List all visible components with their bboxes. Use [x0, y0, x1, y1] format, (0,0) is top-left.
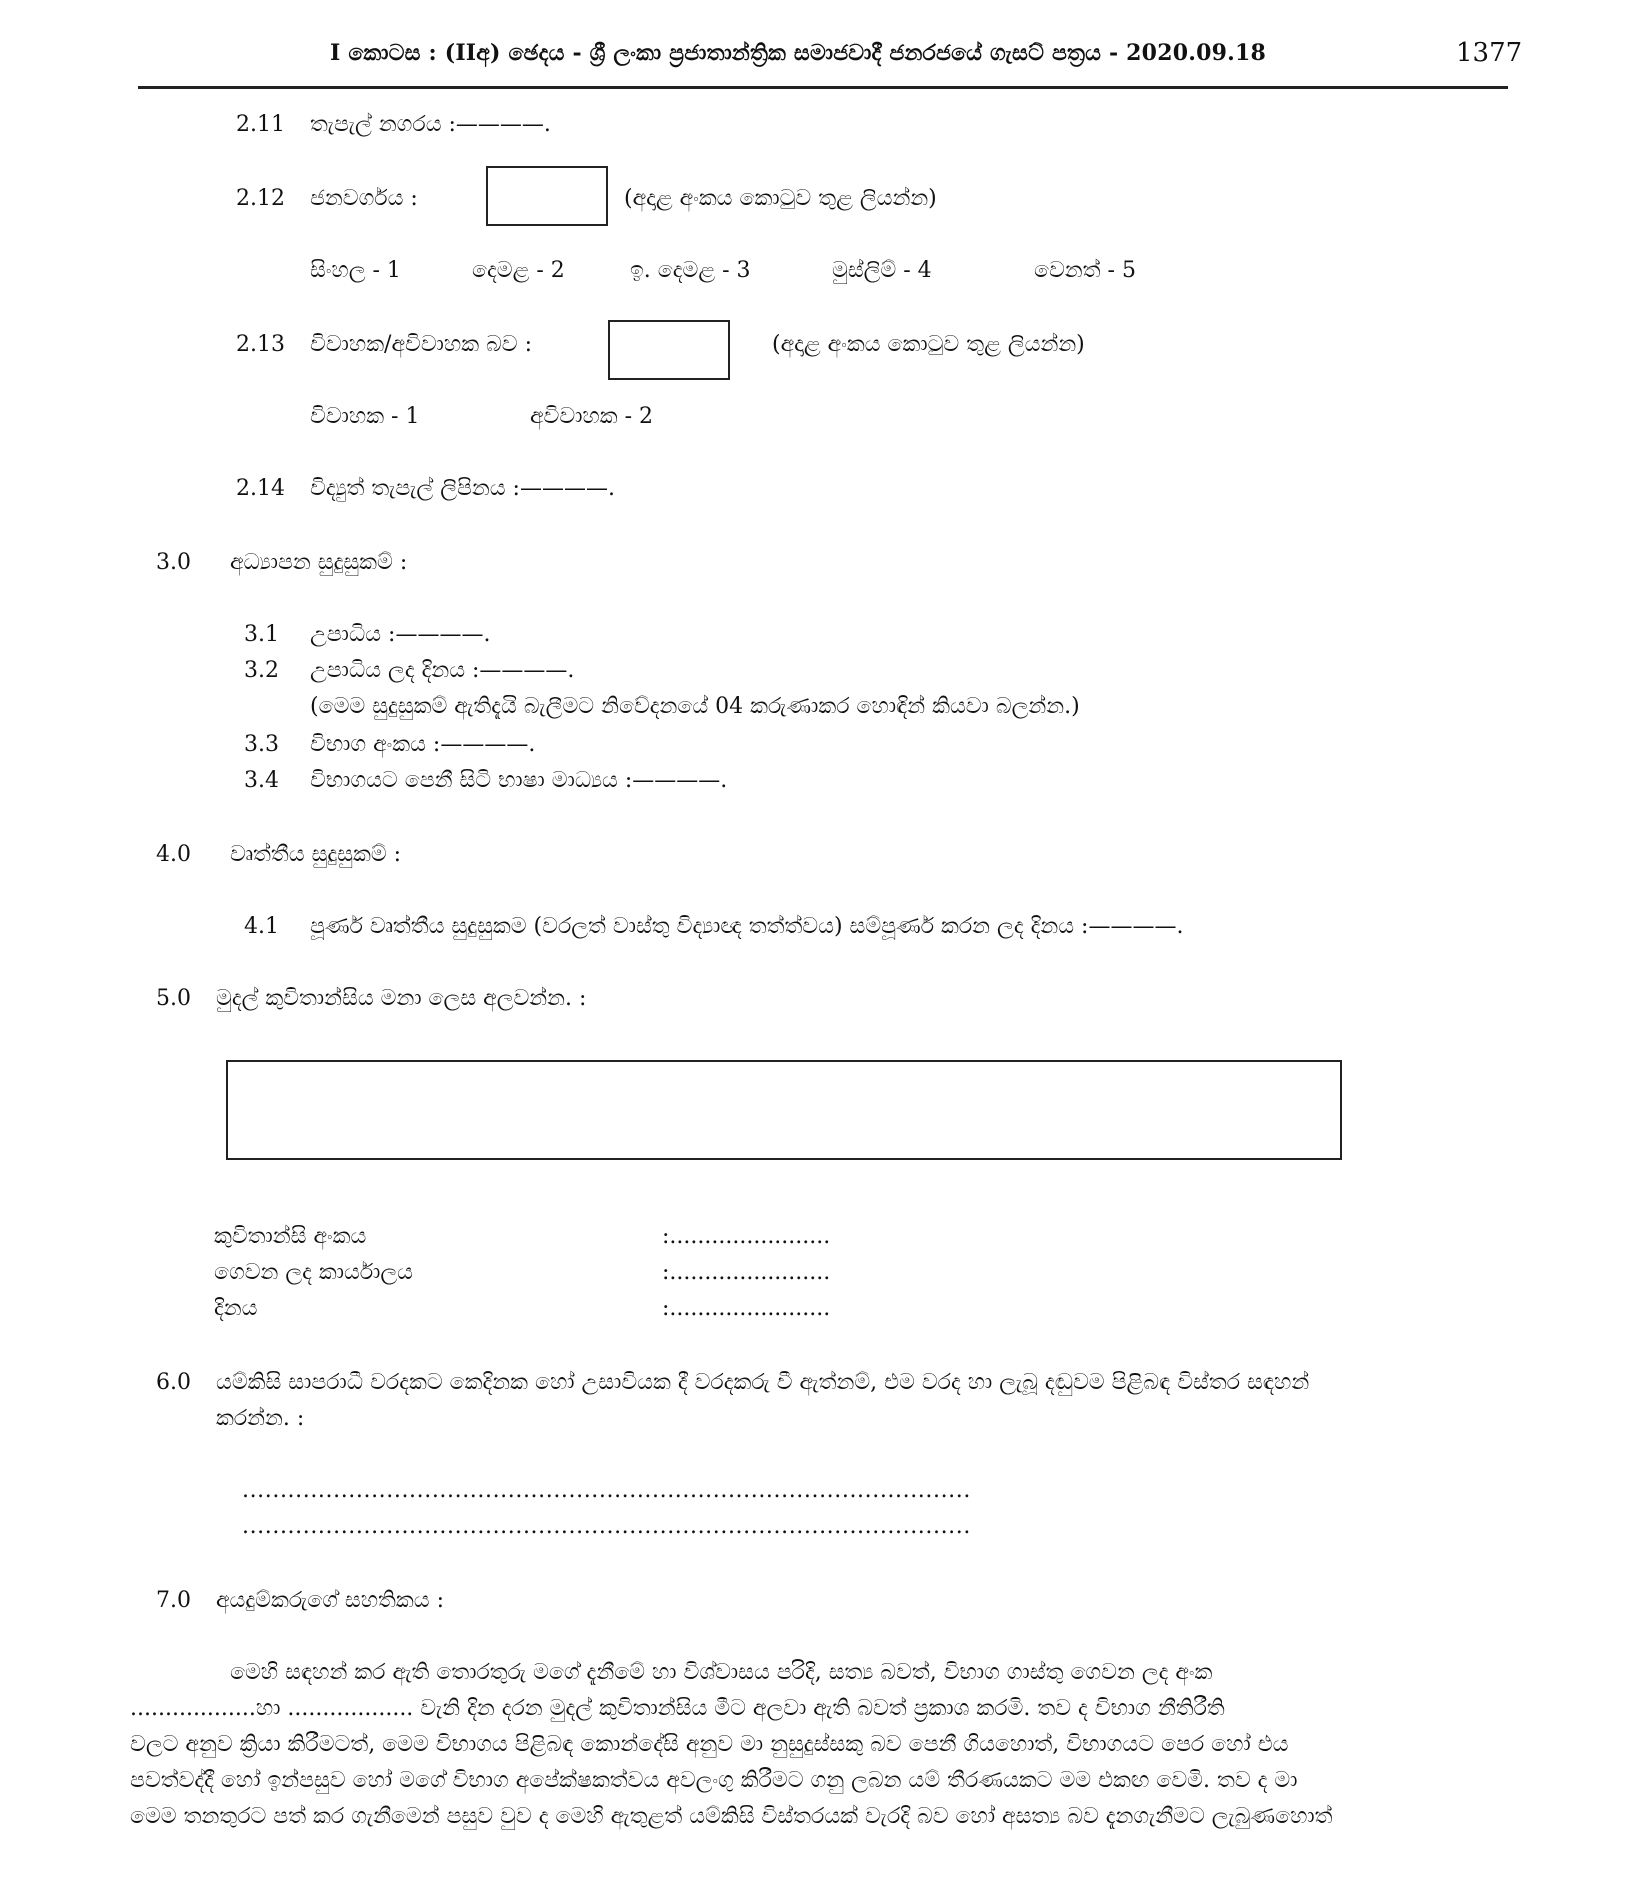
- language-medium-field: විභාගයට පෙනී සිටි භාෂා මාධ්‍යය :————.: [310, 768, 728, 793]
- receipt-number-field: :.......................: [662, 1224, 831, 1249]
- marital-option: අවිවාහක - 2: [530, 404, 654, 429]
- marital-status-input-box[interactable]: [608, 320, 730, 380]
- degree-field: උපාධිය :————.: [310, 622, 491, 647]
- section-number-4: 4.0: [156, 842, 191, 867]
- exam-number-field: විභාග අංකය :————.: [310, 732, 536, 757]
- paid-office-label: ගෙවන ලද කාර්යාලය: [214, 1260, 413, 1285]
- section-number-6: 6.0: [156, 1370, 191, 1395]
- qualification-note: (මෙම සුදුසුකම් ඇතිදැයි බැලීමට නිවේදනයේ 04 කරුණාකර හොඳින් කියවා බලන්න.): [310, 694, 1080, 719]
- section-number-7: 7.0: [156, 1588, 191, 1613]
- ethnicity-option: මුස්ලිම් - 4: [832, 258, 932, 283]
- section-number-3: 3.0: [156, 550, 191, 575]
- item-number-2-14: 2.14: [236, 476, 285, 501]
- marital-status-note: (අදාළ අංකය කොටුව තුළ ලියන්න): [772, 332, 1085, 357]
- item-number-3-2: 3.2: [244, 658, 279, 683]
- item-number-2-11: 2.11: [236, 112, 285, 137]
- ethnicity-option: දෙමළ - 2: [472, 258, 565, 283]
- item-number-4-1: 4.1: [244, 914, 279, 939]
- section-title-declaration: අයදුම්කරුගේ සහතිකය :: [216, 1588, 445, 1613]
- item-number-2-12: 2.12: [236, 186, 285, 211]
- receipt-date-field: :.......................: [662, 1296, 831, 1321]
- section-title-professional: වෘත්තීය සුදුසුකම් :: [230, 842, 402, 867]
- section-title-receipt: මුදල් කුවිතාන්සිය මනා ලෙස අලවන්න. :: [216, 986, 587, 1011]
- item-number-3-4: 3.4: [244, 768, 279, 793]
- section-number-5: 5.0: [156, 986, 191, 1011]
- ethnicity-input-box[interactable]: [486, 166, 608, 226]
- ethnicity-option: වෙනත් - 5: [1034, 258, 1136, 283]
- ethnicity-label: ජනවර්ගය :: [310, 186, 418, 211]
- receipt-paste-box[interactable]: [226, 1060, 1342, 1160]
- degree-date-field: උපාධිය ලද දිනය :————.: [310, 658, 575, 683]
- marital-status-label: විවාහක/අවිවාහක බව :: [310, 332, 533, 357]
- declaration-line: මෙහි සඳහන් කර ඇති තොරතුරු මගේ දැනීමේ හා විශ්වාසය පරිදි, සත්‍ය බවත්, විභාග ගාස්තු ගෙවන ලද අංක: [230, 1660, 1213, 1685]
- criminal-record-answer-line: ................................................................................................: [242, 1514, 971, 1539]
- ethnicity-option: සිංහල - 1: [310, 258, 401, 283]
- ethnicity-note: (අදාළ අංකය කොටුව තුළ ලියන්න): [624, 186, 937, 211]
- criminal-record-question: යම්කිසි සාපරාධී වරදකට කෙදිනක හෝ උසාවියක දී වරදකරු වී ඇත්නම්, එම වරද හා ලැබූ දඬුවම පිළිබඳ විස්තර සඳහන්: [216, 1370, 1310, 1395]
- postal-town-field: තැපැල් නගරය :————.: [310, 112, 551, 137]
- section-title-education: අධ්‍යාපන සුදුසුකම් :: [230, 550, 408, 575]
- declaration-line: මෙම තනතුරට පත් කර ගැනීමෙන් පසුව වුව ද මෙහි ඇතුළත් යම්කිසි විස්තරයක් වැරදි බව හෝ අසත්‍ය බව දැනගැනීමට ලැබුණහොත්: [130, 1804, 1333, 1829]
- header-rule: [138, 86, 1508, 89]
- ethnicity-option: ඉ. දෙමළ - 3: [630, 258, 751, 283]
- criminal-record-question-cont: කරන්න. :: [216, 1406, 305, 1431]
- declaration-line: ..................හා .................. වැනි දින දරන මුදල් කුවිතාන්සිය මීට අලවා ඇති බවත් ප්‍රකාශ කරමි. තව ද විභාග නීතිරීති: [130, 1696, 1225, 1721]
- professional-qualification-date-field: පූර්ණ වෘත්තීය සුදුසුකම (වරලත් වාස්තු විද්‍යාඥ තත්ත්වය) සම්පූර්ණ කරන ලද දිනය :————.: [310, 914, 1184, 939]
- receipt-number-label: කුවිතාන්සි අංකය: [214, 1224, 367, 1249]
- item-number-3-3: 3.3: [244, 732, 279, 757]
- gazette-header-title: I කොටස : (IIඅ) ඡෙදය - ශ්‍රී ලංකා ප්‍රජාතාන්ත්‍රික සමාජවාදී ජනරජයේ ගැසට් පත්‍රය - 2020.09.18: [330, 40, 1266, 66]
- receipt-date-label: දිනය: [214, 1296, 258, 1321]
- declaration-line: වලට අනුව ක්‍රියා කිරීමටත්, මෙම විභාගය පිළිබඳ කොන්දේසි අනුව මා නුසුදුස්සකු බව පෙනී ගියහොත්, විභාගයට පෙර හෝ එය: [130, 1732, 1289, 1757]
- paid-office-field: :.......................: [662, 1260, 831, 1285]
- email-field: විද්‍යුත් තැපැල් ලිපිනය :————.: [310, 476, 615, 501]
- page-number: 1377: [1456, 38, 1523, 68]
- item-number-3-1: 3.1: [244, 622, 279, 647]
- declaration-line: පවත්වද්දී හෝ ඉන්පසුව හෝ මගේ විභාග අපේක්ෂකත්වය අවලංගු කිරීමට ගනු ලබන යම් තීරණයකට මම එකඟ වෙමි. තව ද මා: [130, 1768, 1298, 1793]
- item-number-2-13: 2.13: [236, 332, 285, 357]
- marital-option: විවාහක - 1: [310, 404, 420, 429]
- criminal-record-answer-line: ................................................................................................: [242, 1478, 971, 1503]
